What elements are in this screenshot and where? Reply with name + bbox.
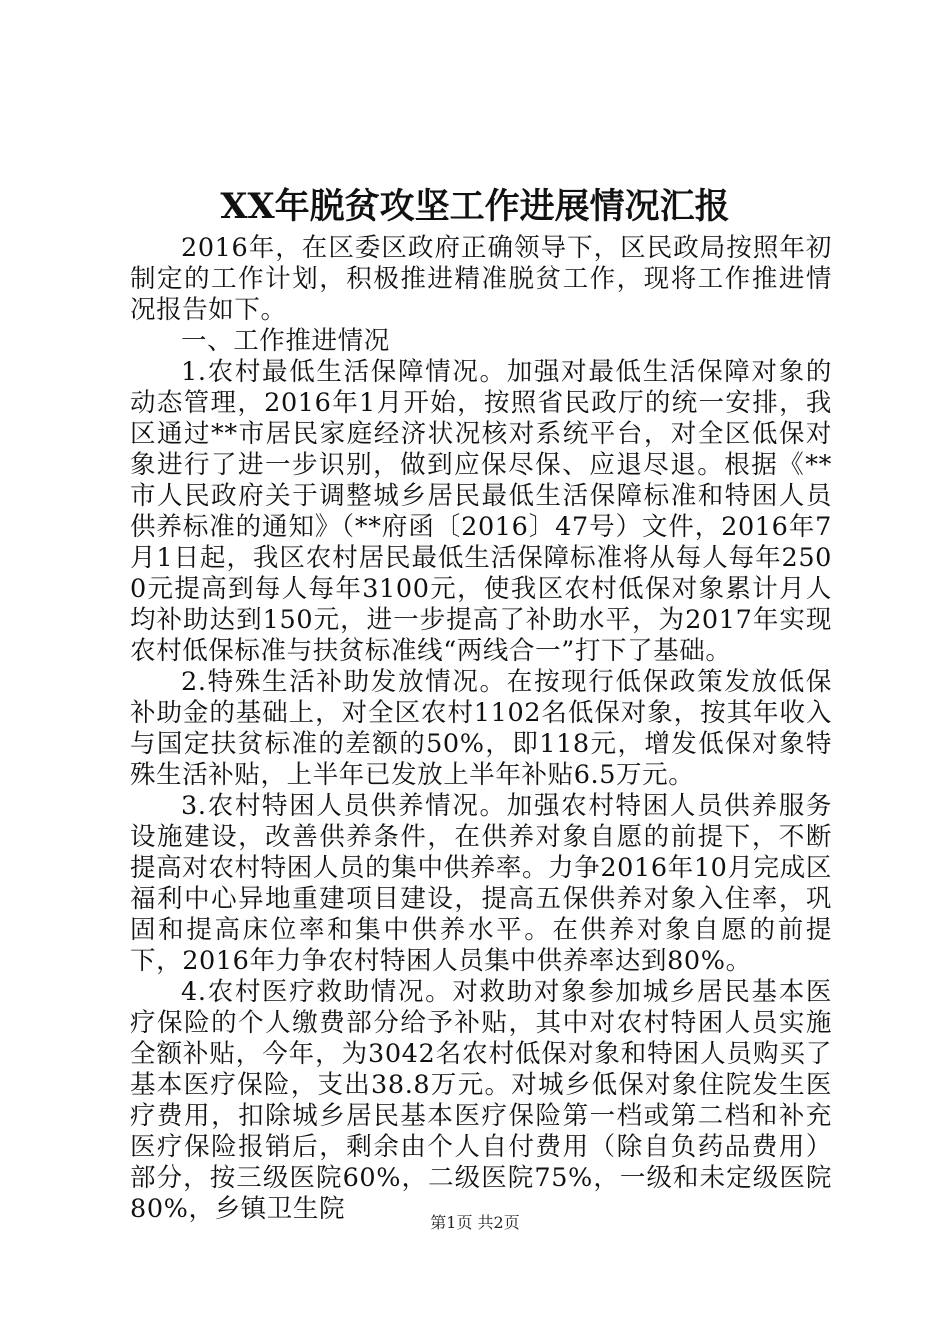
paragraph-medical-aid: 4.农村医疗救助情况。对救助对象参加城乡居民基本医疗保险的个人缴费部分给予补贴，其中对农村特困人员实施全额补贴，今年，为3042名农村低保对象和特困人员购买了基本医疗保险，支出38.8万元。对城乡低保对象住院发生医疗费用，扣除城乡居民基本医疗保险第一档或第二档和补充医疗保险报销后，剩余由个人自付费用（除自负药品费用）部分，按三级医院60%，二级医院75%，一级和未定级医院80%，乡镇卫生院 bbox=[130, 977, 832, 1224]
page-indicator: 第1页 共2页 bbox=[430, 1213, 520, 1232]
paragraph-rural-subsistence: 1.农村最低生活保障情况。加强对最低生活保障对象的动态管理，2016年1月开始，按照省民政厅的统一安排，我区通过**市居民家庭经济状况核对系统平台，对全区低保对象进行了进一步识别，做到应保尽保、应退尽退。根据《**市人民政府关于调整城乡居民最低生活保障标准和特困人员供养标准的通知》（**府函〔2016〕47号）文件，2016年7月1日起，我区农村居民最低生活保障标准将从每人每年2500元提高到每人每年3100元，使我区农村低保对象累计月人均补助达到150元，进一步提高了补助水平，为2017年实现农村低保标准与扶贫标准线“两线合一”打下了基础。 bbox=[130, 357, 832, 666]
page-title: XX年脱贫攻坚工作进展情况汇报 bbox=[220, 186, 730, 227]
paragraph-special-subsidy: 2.特殊生活补助发放情况。在按现行低保政策发放低保补助金的基础上，对全区农村1102名低保对象，按其年收入与国定扶贫标准的差额的50%，即118元，增发低保对象特殊生活补贴，上半年已发放上半年补贴6.5万元。 bbox=[130, 667, 832, 790]
intro-paragraph: 2016年，在区委区政府正确领导下，区民政局按照年初制定的工作计划，积极推进精准脱贫工作，现将工作推进情况报告如下。 bbox=[130, 233, 832, 325]
page-footer bbox=[0, 1212, 950, 1234]
section-heading: 一、工作推进情况 bbox=[181, 326, 390, 356]
paragraph-special-support: 3.农村特困人员供养情况。加强农村特困人员供养服务设施建设，改善供养条件，在供养对象自愿的前提下，不断提高对农村特困人员的集中供养率。力争2016年10月完成区福利中心异地重建项目建设，提高五保供养对象入住率，巩固和提高床位率和集中供养水平。在供养对象自愿的前提下，2016年力争农村特困人员集中供养率达到80%。 bbox=[130, 791, 832, 976]
document-body bbox=[130, 233, 832, 1225]
